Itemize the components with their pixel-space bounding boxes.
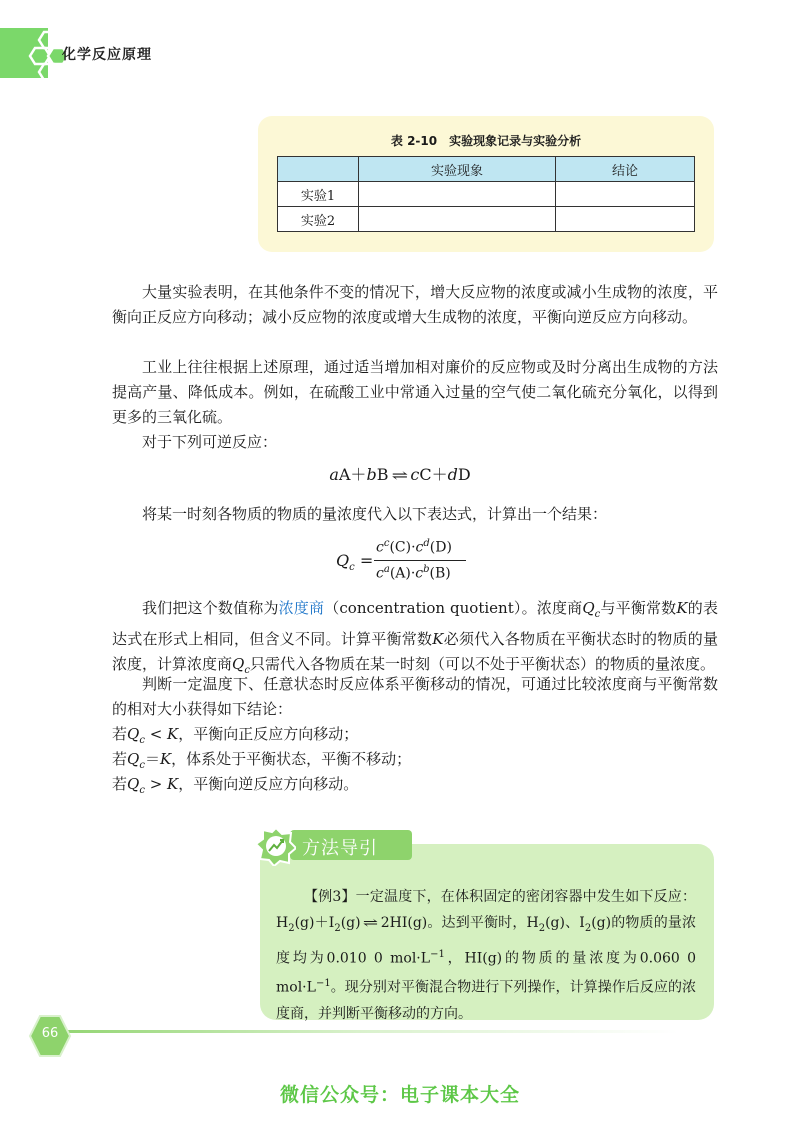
table-header-cell: 实验现象	[359, 157, 556, 182]
concentration-quotient-formula: $Q_c$ = $c^c(C)\cdot c^d(D)$ $c^a(A)\cdot c^b(B)$	[336, 538, 476, 588]
book-title: 化学反应原理	[62, 47, 152, 63]
table-caption: 表 2-10 实验现象记录与实验分析	[390, 134, 582, 148]
table-cell	[359, 207, 556, 232]
footer-line	[38, 1030, 678, 1033]
trend-chart-icon	[256, 826, 296, 866]
table-cell	[556, 182, 695, 207]
conclusion-1: 若$Q_c < K$，平衡向正反应方向移动；	[112, 725, 359, 746]
method-guide-title: 方法导引	[302, 838, 378, 859]
example-3: 【例3】一定温度下，在体积固定的密闭容器中发生如下反应：$H_2(g)+I_2(g)$ ⇌ 2HI(g)。达到平衡时，$H_2(g)$、$I_2(g)$的物质的量浓度均为0.010 0 $mol\cdot L^{-1}$，HI(g)的物质的量浓度为0.060 0 $mol\cdot L^{-1}$。现分别对平衡混合物进行下列操作，计算操作后反应的浓度商，并判断平衡移动的方向。	[276, 889, 697, 1023]
table-header-cell: 结论	[556, 157, 695, 182]
table-row	[278, 207, 695, 232]
paragraph-3: 对于下列可逆反应：	[142, 433, 278, 451]
paragraph-6: 判断一定温度下、任意状态时反应体系平衡移动的情况，可通过比较浓度商与平衡常数的相对大小获得如下结论：	[112, 675, 718, 718]
paragraph-2: 工业上往往根据上述原理，通过适当增加相对廉价的反应物或及时分离出生成物的方法提高产量、降低成本。例如，在硫酸工业中常通入过量的空气使二氧化硫充分氧化，以得到更多的三氧化硫。	[112, 358, 718, 426]
table-row	[278, 182, 695, 207]
watermark: 微信公众号：电子课本大全	[279, 1084, 520, 1106]
paragraph-1: 大量实验表明，在其他条件不变的情况下，增大反应物的浓度或减小生成物的浓度，平衡向正反应方向移动；减小反应物的浓度或增大生成物的浓度，平衡向逆反应方向移动。	[112, 283, 718, 326]
conclusion-3: 若$Q_c > K$，平衡向逆反应方向移动。	[112, 775, 359, 796]
table-header-cell	[278, 157, 359, 182]
experiment-table	[277, 156, 695, 232]
table-cell	[359, 182, 556, 207]
paragraph-4: 将某一时刻各物质的物质的量浓度代入以下表达式，计算出一个结果：	[142, 505, 608, 523]
page-number: 66	[41, 1026, 59, 1041]
term-concentration-quotient: 浓度商	[278, 599, 325, 617]
reaction-equation: aA＋bB ⇌ cC＋dD	[329, 465, 471, 484]
table-cell: 实验1	[278, 182, 359, 207]
table-cell	[556, 207, 695, 232]
table-header-row	[278, 157, 695, 182]
paragraph-5: 我们把这个数值称为浓度商（concentration quotient）。浓度商$Q_c$与平衡常数K的表达式在形式上相同，但含义不同。计算平衡常数K必须代入各物质在平衡状态时的物质的量浓度，计算浓度商$Q_c$只需代入各物质在某一时刻（可以不处于平衡状态）的物质的量浓度。	[112, 599, 718, 676]
conclusion-2: 若$Q_c=K$，体系处于平衡状态，平衡不移动；	[112, 750, 412, 771]
table-cell: 实验2	[278, 207, 359, 232]
